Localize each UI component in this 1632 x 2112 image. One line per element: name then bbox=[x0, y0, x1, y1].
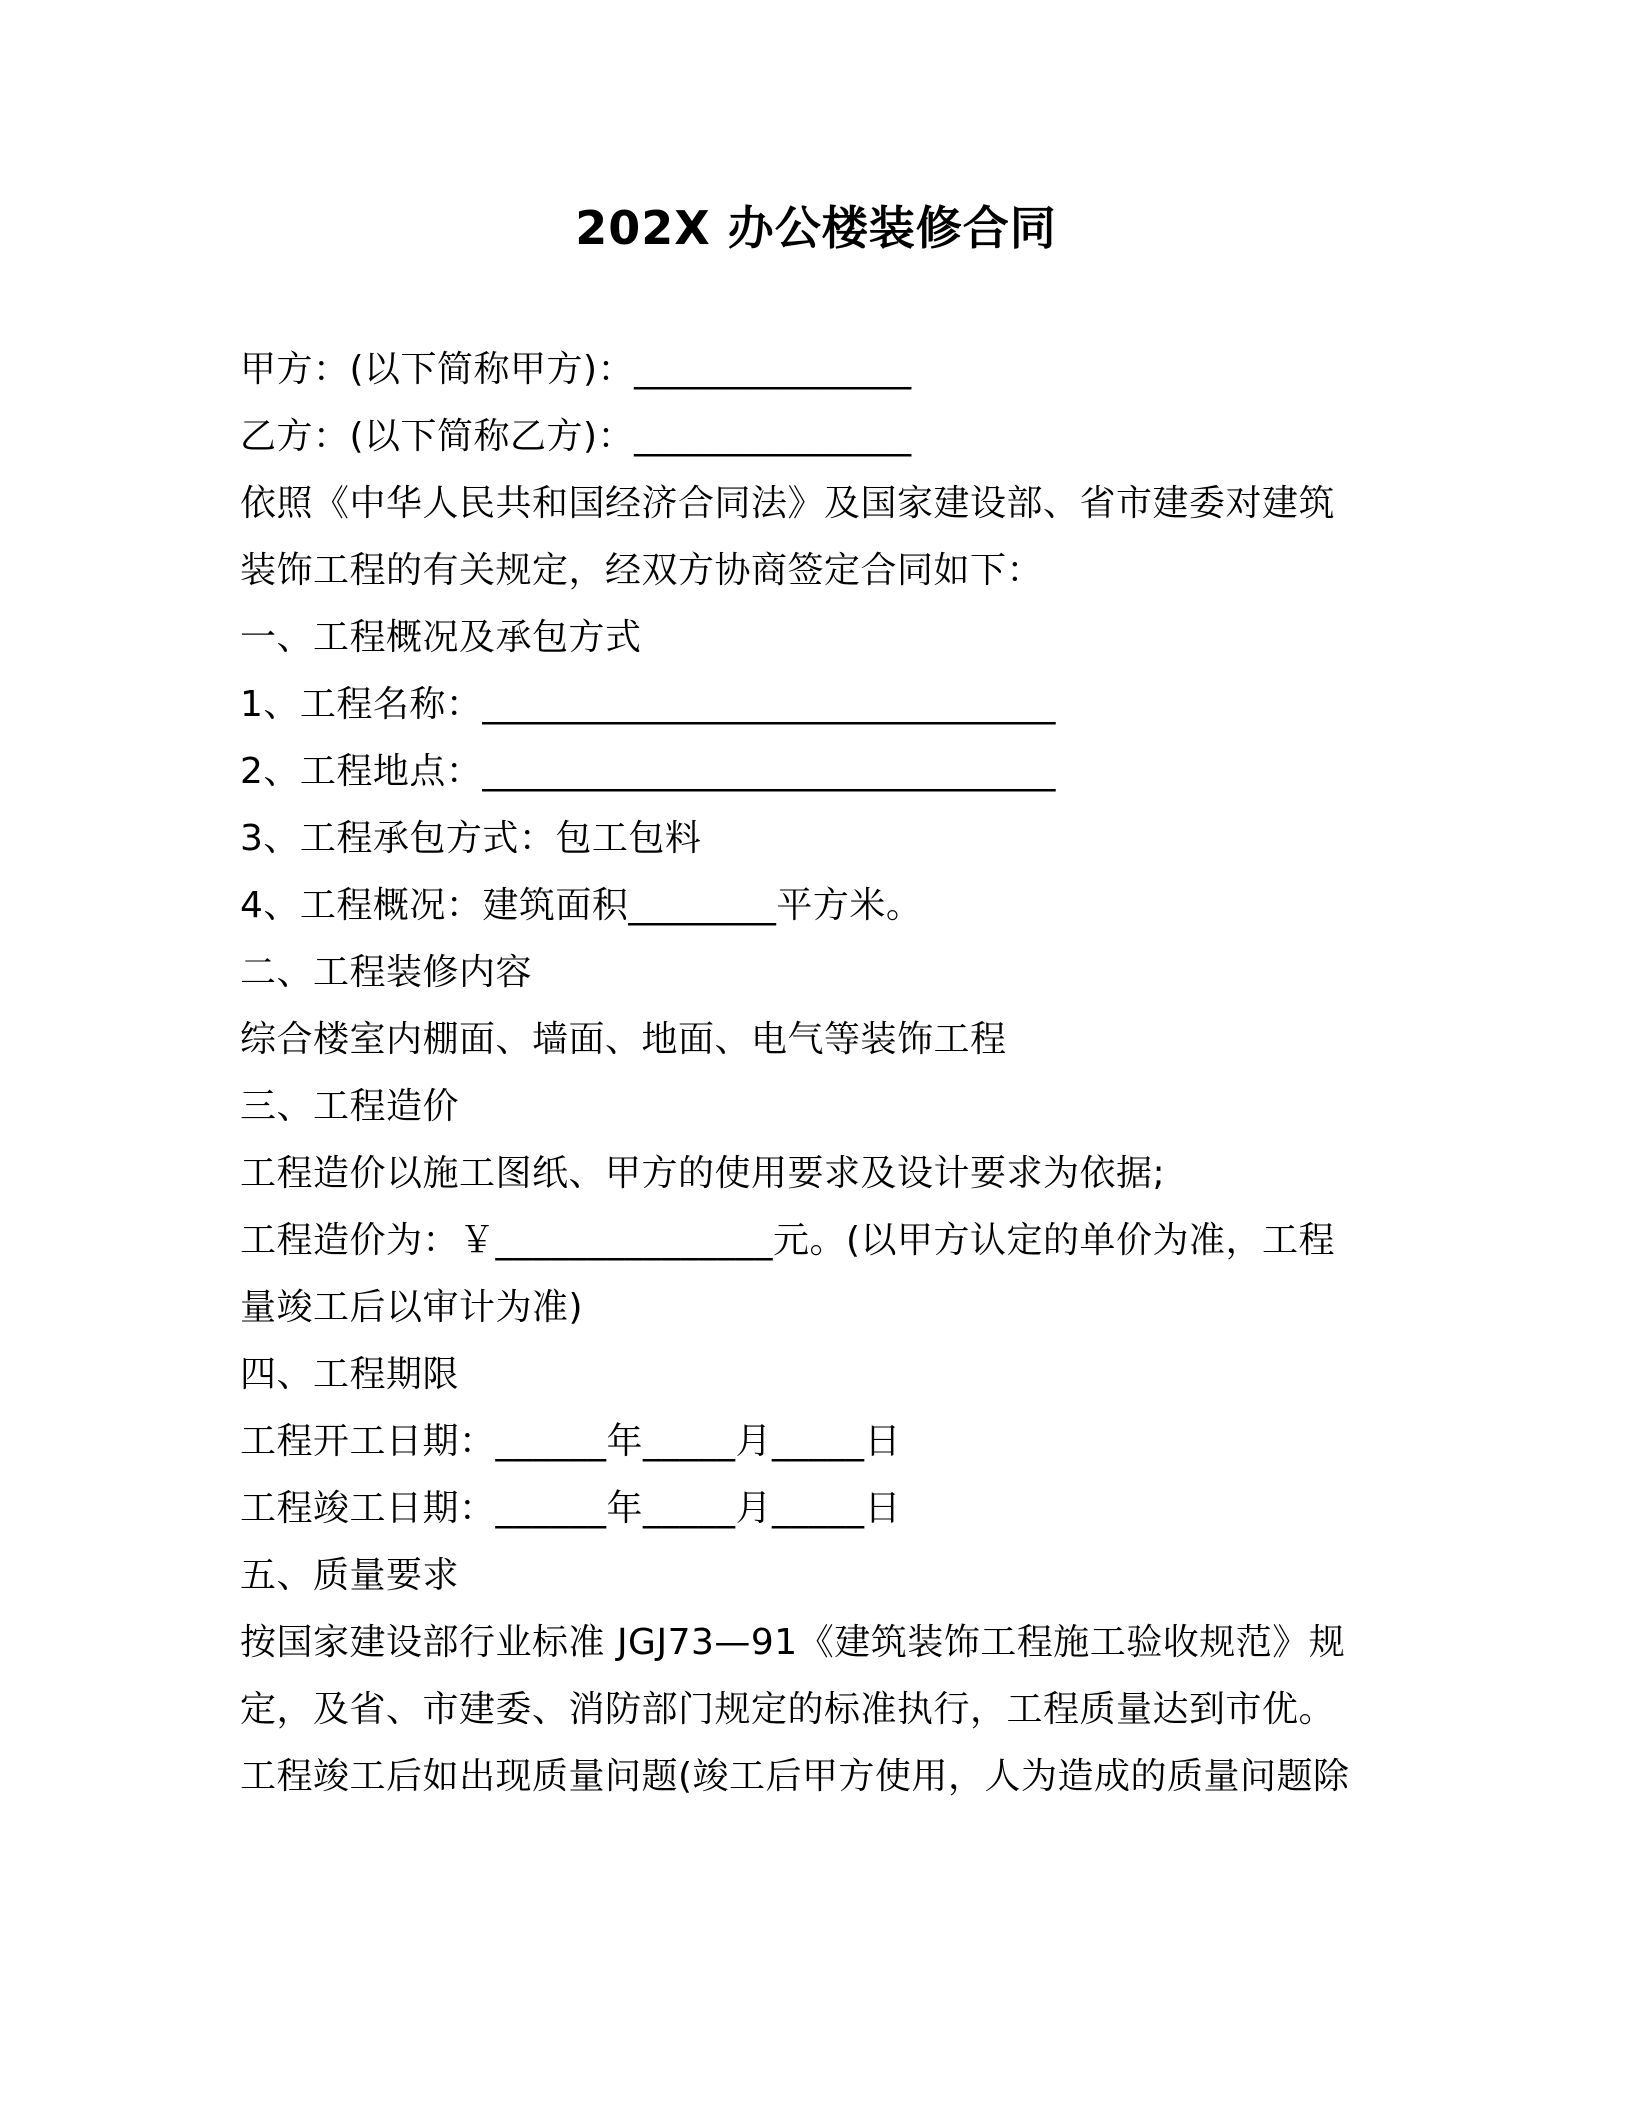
project-overview-line: 4、工程概况：建筑面积________平方米。 bbox=[240, 885, 923, 926]
contract-method-line: 3、工程承包方式：包工包料 bbox=[240, 818, 702, 859]
party-a-line: 甲方：(以下简称甲方)：_______________ bbox=[240, 349, 912, 390]
contract-body bbox=[240, 336, 1390, 1810]
section-heading-1: 一、工程概况及承包方式 bbox=[240, 617, 642, 658]
cost-amount-line-2: 量竣工后以审计为准) bbox=[240, 1287, 584, 1328]
section-heading-3: 三、工程造价 bbox=[240, 1086, 460, 1127]
start-date-line: 工程开工日期：______年_____月_____日 bbox=[240, 1421, 902, 1462]
completion-date-line: 工程竣工日期：______年_____月_____日 bbox=[240, 1488, 902, 1529]
project-location-line: 2、工程地点：_______________________________ bbox=[240, 751, 1056, 792]
quality-line-2: 定，及省、市建委、消防部门规定的标准执行，工程质量达到市优。 bbox=[240, 1689, 1336, 1730]
project-name-line: 1、工程名称：_______________________________ bbox=[240, 684, 1056, 725]
party-b-line: 乙方：(以下简称乙方)：_______________ bbox=[240, 416, 912, 457]
preamble-line-2: 装饰工程的有关规定，经双方协商签定合同如下： bbox=[240, 550, 1044, 591]
cost-amount-line-1: 工程造价为：￥_______________元。(以甲方认定的单价为准，工程 bbox=[240, 1220, 1336, 1261]
preamble-line-1: 依照《中华人民共和国经济合同法》及国家建设部、省市建委对建筑 bbox=[240, 483, 1336, 524]
decoration-content-line: 综合楼室内棚面、墙面、地面、电气等装饰工程 bbox=[240, 1019, 1007, 1060]
document-title: 202X 办公楼装修合同 bbox=[575, 201, 1057, 255]
quality-line-3: 工程竣工后如出现质量问题(竣工后甲方使用，人为造成的质量问题除 bbox=[240, 1756, 1350, 1797]
section-heading-2: 二、工程装修内容 bbox=[240, 952, 533, 993]
section-heading-4: 四、工程期限 bbox=[240, 1354, 460, 1395]
cost-basis-line: 工程造价以施工图纸、甲方的使用要求及设计要求为依据; bbox=[240, 1153, 1166, 1194]
section-heading-5: 五、质量要求 bbox=[240, 1555, 460, 1596]
quality-line-1: 按国家建设部行业标准 JGJ73—91《建筑装饰工程施工验收规范》规 bbox=[240, 1622, 1346, 1663]
